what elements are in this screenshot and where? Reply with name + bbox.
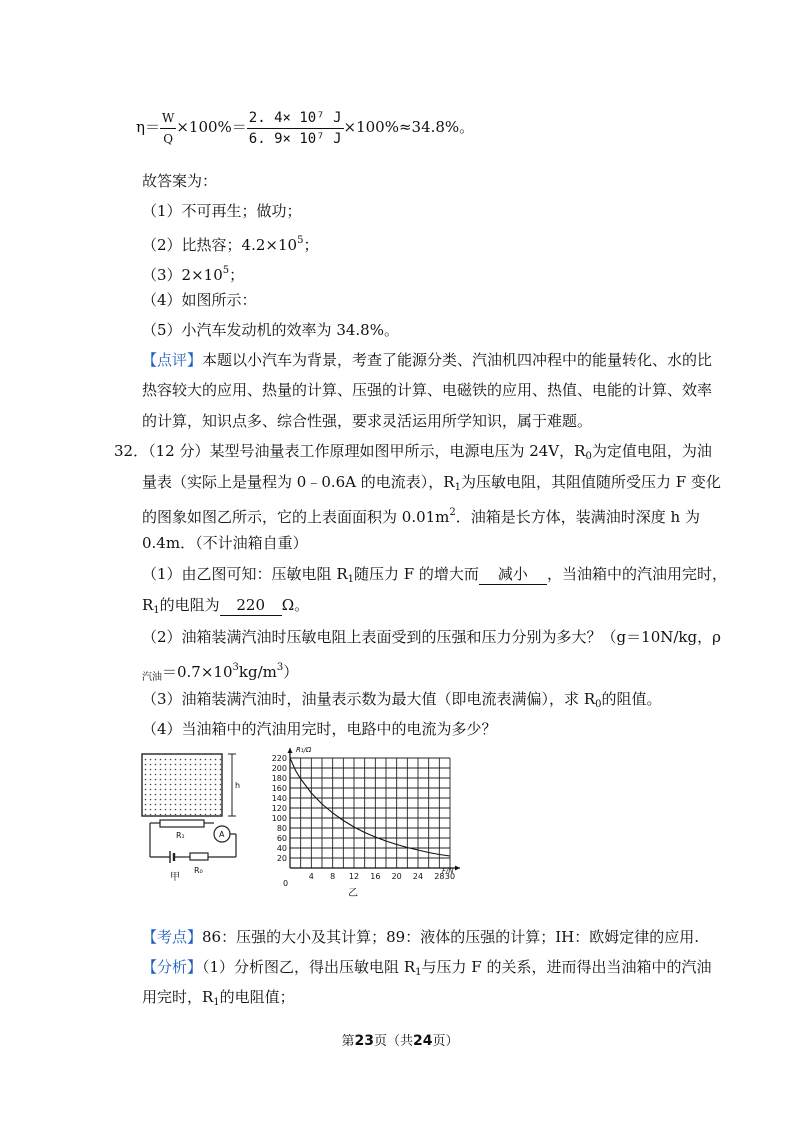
page-footer	[0, 1030, 800, 1049]
y-tick-label: 60	[276, 834, 287, 843]
chart-ticks	[272, 754, 455, 881]
x-tick-label: 8	[330, 872, 336, 881]
subscript: 1	[415, 967, 422, 978]
fraction-numerator: W	[160, 108, 176, 129]
fenxi-tag: 【分析】	[142, 958, 203, 976]
q32-part-3	[142, 689, 662, 715]
subscript: 1	[454, 482, 461, 493]
formula-lhs: η＝	[136, 118, 160, 136]
fraction-values	[247, 108, 344, 149]
page-number: 23	[354, 1033, 374, 1049]
kaodian-tag: 【考点】	[142, 928, 203, 946]
y-tick-label: 80	[276, 824, 287, 833]
q32-line-4: 0.4m．（不计油箱自重）	[142, 534, 308, 552]
fraction-numerator: 2. 4× 10⁷ J	[247, 108, 344, 129]
q32-part-2: （2）油箱装满汽油时压敏电阻上表面受到的压强和压力分别为多大？（g＝10N/kg，ρ	[142, 628, 721, 646]
answer-2-end: ；	[303, 236, 319, 254]
resistor-r1	[160, 820, 204, 827]
formula-mid: ×100%＝	[176, 118, 247, 136]
figure-jia-caption: 甲	[170, 872, 180, 883]
q32-text: （3）油箱装满汽油时，油量表示数为最大值（即电流表满偏），求 R	[142, 690, 596, 708]
fenxi-line-2	[142, 987, 295, 1013]
x-tick-label: 20	[391, 872, 402, 881]
review-tag: 【点评】	[142, 351, 203, 369]
q32-text: ．油箱是长方体，装满油时深度 h 为	[455, 508, 700, 526]
x-tick-label: 12	[348, 872, 360, 881]
fenxi-text: 与压力 F 的关系，进而得出当油箱中的汽油	[421, 958, 712, 976]
answer-intro: 故答案为：	[142, 172, 218, 190]
q32-part-1	[142, 564, 727, 590]
x-tick-label: 4	[308, 872, 314, 881]
subscript: 汽油	[142, 672, 162, 683]
r0-label: R₀	[194, 866, 203, 875]
x-tick-label: 28	[434, 872, 445, 881]
x-axis-label: F/N	[442, 867, 454, 875]
superscript: 3	[232, 662, 239, 673]
answer-3-text: （3）2×10	[142, 266, 223, 284]
q32-text: ）	[283, 663, 299, 681]
x-tick-label: 24	[412, 872, 424, 881]
q32-text: 量表（实际上是量程为 0﹣0.6A 的电流表），R	[142, 473, 455, 491]
q32-part-4: （4）当油箱中的汽油用完时，电路中的电流为多少？	[142, 720, 497, 738]
origin-label: 0	[283, 879, 289, 888]
x-axis-arrow	[455, 866, 460, 871]
kaodian	[142, 927, 699, 947]
q32-line-3	[142, 503, 700, 527]
subscript: 0	[585, 451, 592, 462]
y-tick-label: 20	[276, 854, 287, 863]
review-text: 本题以小汽车为背景，考查了能源分类、汽油机四冲程中的能量转化、水的比	[202, 351, 713, 369]
answer-blank: 减小	[479, 564, 547, 585]
fenxi-line-1	[142, 957, 711, 983]
kaodian-text: 86：压强的大小及其计算；89：液体的压强的计算；IH：欧姆定律的应用.	[202, 928, 699, 946]
answer-3-end: ；	[229, 266, 245, 284]
review-line-3: 的计算，知识点多、综合性强，要求灵活运用所学知识，属于难题。	[142, 412, 593, 430]
q32-text: ，当油箱中的汽油用完时，	[546, 565, 727, 583]
superscript: 3	[276, 662, 284, 673]
q32-text: 随压力 F 的增大而	[353, 565, 479, 583]
page-total: 24	[413, 1033, 433, 1049]
fenxi-text: 的电阻值；	[219, 988, 295, 1006]
q32-text: Ω。	[281, 596, 310, 614]
series-line	[290, 758, 450, 856]
y-tick-label: 140	[271, 794, 287, 803]
y-tick-label: 180	[271, 774, 287, 783]
fraction-denominator: Q	[163, 131, 174, 146]
superscript: 2	[449, 507, 456, 518]
q32-text: （1）由乙图可知：压敏电阻 R	[142, 565, 348, 583]
figure-jia-circuit	[138, 752, 268, 887]
figure-yi-caption: 乙	[348, 888, 358, 898]
q32-text: ＝0.7×10	[162, 663, 233, 681]
answer-blank: 220	[220, 595, 282, 616]
resistor-r0	[190, 853, 208, 860]
q32-line-1	[114, 441, 712, 467]
y-tick-label: 100	[271, 814, 287, 823]
q32-text: 的阻值。	[601, 690, 662, 708]
q32-part-2-cont	[142, 658, 298, 688]
footer-text: 页（共	[373, 1034, 413, 1049]
y-tick-label: 160	[271, 784, 287, 793]
answer-3	[142, 261, 244, 285]
q32-line-2	[142, 472, 721, 498]
superscript: 5	[297, 235, 304, 246]
y-tick-label: 120	[271, 804, 287, 813]
review-line-2: 热容较大的应用、热量的计算、压强的计算、电磁铁的应用、热值、电能的计算、效率	[142, 381, 713, 399]
q32-text: 的电阻为	[159, 596, 220, 614]
q32-text: 为定值电阻，为油	[591, 442, 712, 460]
superscript: 5	[222, 265, 230, 276]
y-tick-label: 200	[271, 764, 287, 773]
chart-axes	[288, 748, 461, 871]
fraction-w-q	[160, 108, 176, 149]
answer-2	[142, 231, 318, 255]
subscript: 1	[153, 605, 160, 616]
review-line-1	[142, 350, 712, 370]
ammeter-label: A	[219, 830, 225, 839]
subscript: 1	[213, 997, 220, 1008]
fenxi-text: （1）分析图乙，得出压敏电阻 R	[202, 958, 416, 976]
q32-text: 为压敏电阻，其阻值随所受压力 F 变化	[460, 473, 721, 491]
chart-series	[290, 758, 450, 856]
y-axis-label: R₁/Ω	[296, 746, 312, 754]
q32-text: kg/m	[238, 663, 277, 681]
footer-text: 第	[341, 1034, 355, 1049]
q32-text: 32．（12 分）某型号油量表工作原理如图甲所示，电源电压为 24V，R	[114, 442, 586, 460]
formula-rhs: ×100%≈34.8%。	[343, 118, 475, 136]
x-tick-label: 30	[444, 872, 456, 881]
answer-2-text: （2）比热容；4.2×10	[142, 236, 298, 254]
q32-text: 的图象如图乙所示，它的上表面面积为 0.01m	[142, 508, 450, 526]
y-tick-label: 220	[271, 754, 287, 763]
answer-1: （1）不可再生；做功；	[142, 202, 302, 220]
figure-yi-chart	[270, 740, 470, 898]
fraction-denominator: 6. 9× 10⁷ J	[248, 130, 342, 147]
efficiency-formula	[136, 104, 474, 150]
q32-text: R	[142, 596, 154, 614]
y-axis-arrow	[288, 748, 293, 753]
answer-4: （4）如图所示：	[142, 291, 257, 309]
answer-5: （5）小汽车发动机的效率为 34.8%。	[142, 321, 399, 339]
fenxi-text: 用完时，R	[142, 988, 214, 1006]
r1-label: R₁	[176, 831, 185, 840]
depth-label: h	[235, 781, 241, 790]
x-tick-label: 16	[370, 872, 381, 881]
y-tick-label: 40	[276, 844, 287, 853]
subscript: 1	[347, 574, 354, 585]
oil-fill	[143, 758, 221, 815]
footer-text: 页）	[432, 1034, 459, 1049]
q32-part-1-cont	[142, 595, 309, 621]
subscript: 0	[595, 699, 602, 710]
